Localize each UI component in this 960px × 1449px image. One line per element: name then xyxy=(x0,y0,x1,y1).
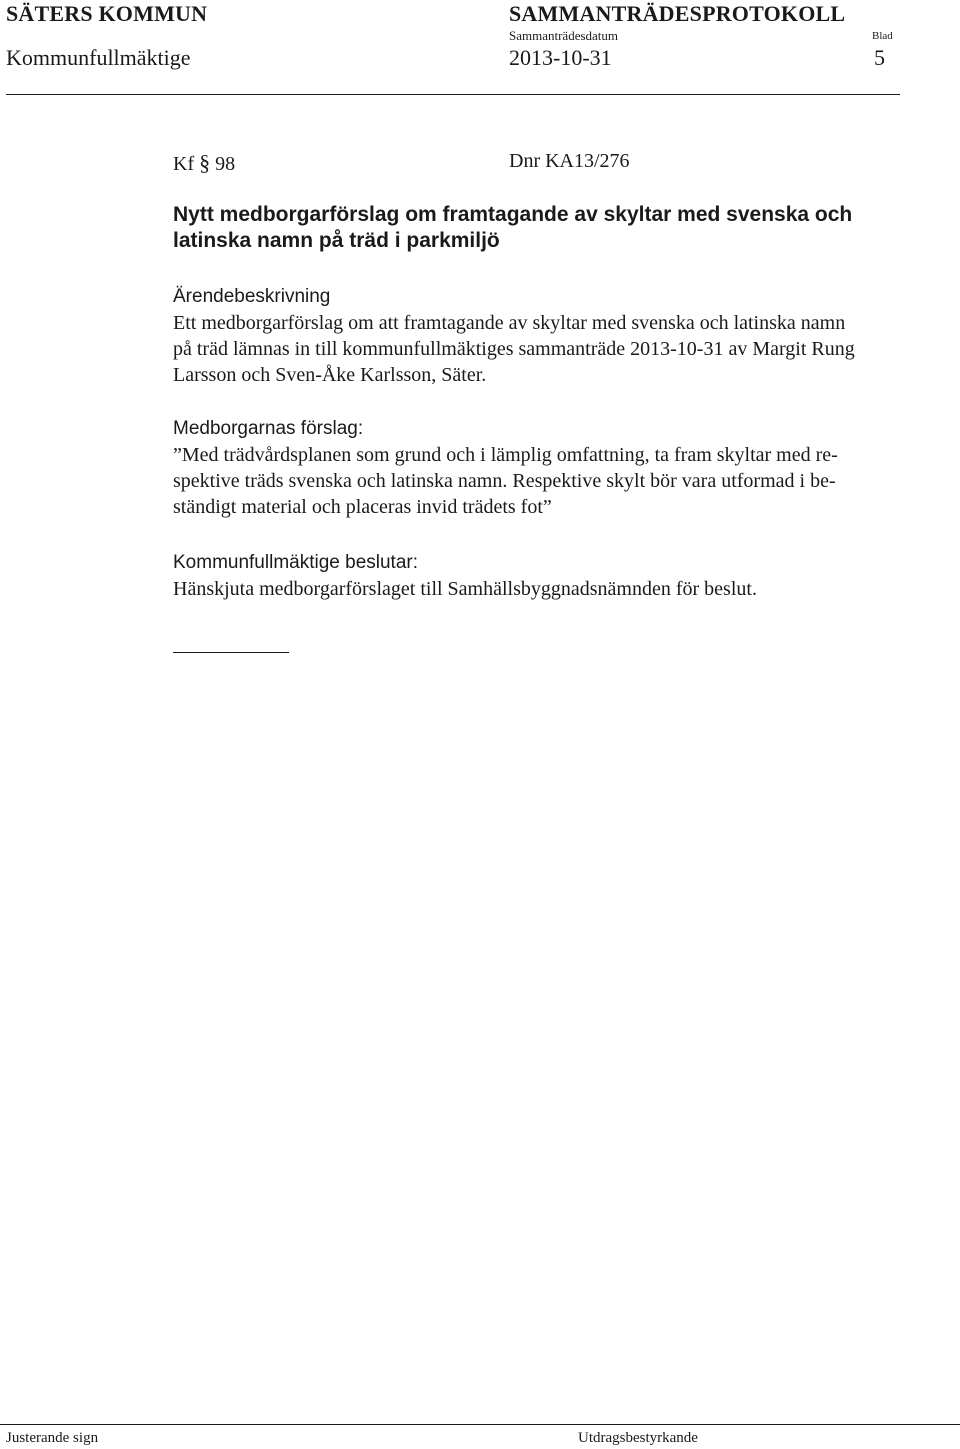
case-prefix: Kf xyxy=(173,153,195,175)
case-title-line: Nytt medborgarförslag om framtagande av skyltar med svenska och xyxy=(173,203,853,226)
section-symbol: § xyxy=(199,150,211,175)
footer-utdragsbestyrkande: Utdragsbestyrkande xyxy=(578,1430,698,1446)
description-line: Ett medborgarförslag om att framtagande av skyltar med svenska och latinska namn xyxy=(173,312,846,334)
case-title xyxy=(173,202,933,254)
proposal-line: ”Med trädvårdsplanen som grund och i lämplig omfattning, ta fram skyltar med re- xyxy=(173,444,838,466)
proposal-section xyxy=(173,416,933,520)
municipality-name: SÄTERS KOMMUN xyxy=(6,1,208,26)
decision-text: Hänskjuta medborgarförslaget till Samhällsbyggnadsnämnden för beslut. xyxy=(173,578,757,600)
description-line: på träd lämnas in till kommunfullmäktiges sammanträde 2013-10-31 av Margit Rung xyxy=(173,338,855,360)
meeting-date: 2013-10-31 xyxy=(509,45,612,70)
decision-heading: Kommunfullmäktige beslutar: xyxy=(173,552,418,573)
dnr: Dnr KA13/276 xyxy=(509,150,630,172)
case-title-line: latinska namn på träd i parkmiljö xyxy=(173,229,500,252)
case-number: 98 xyxy=(215,153,236,175)
decision-section xyxy=(173,550,933,602)
proposal-line: ständigt material och placeras invid trädets fot” xyxy=(173,496,552,518)
date-label: Sammanträdesdatum xyxy=(509,28,619,43)
proposal-line: spektive träds svenska och latinska namn. Respektive skylt bör vara utformad i be- xyxy=(173,470,836,492)
description-section xyxy=(173,284,933,388)
document-type: SAMMANTRÄDESPROTOKOLL xyxy=(509,1,846,26)
description-line: Larsson och Sven-Åke Karlsson, Säter. xyxy=(173,364,487,386)
footer-rule xyxy=(0,1424,960,1425)
footer-justerande: Justerande sign xyxy=(6,1430,99,1446)
page-number: 5 xyxy=(874,45,885,70)
case-reference xyxy=(173,150,235,176)
header-rule xyxy=(6,94,900,95)
proposal-heading: Medborgarnas förslag: xyxy=(173,418,364,439)
description-heading: Ärendebeskrivning xyxy=(173,286,331,307)
section-end-rule xyxy=(173,652,289,653)
page-label: Blad xyxy=(872,30,893,42)
meeting-body: Kommunfullmäktige xyxy=(6,45,191,70)
